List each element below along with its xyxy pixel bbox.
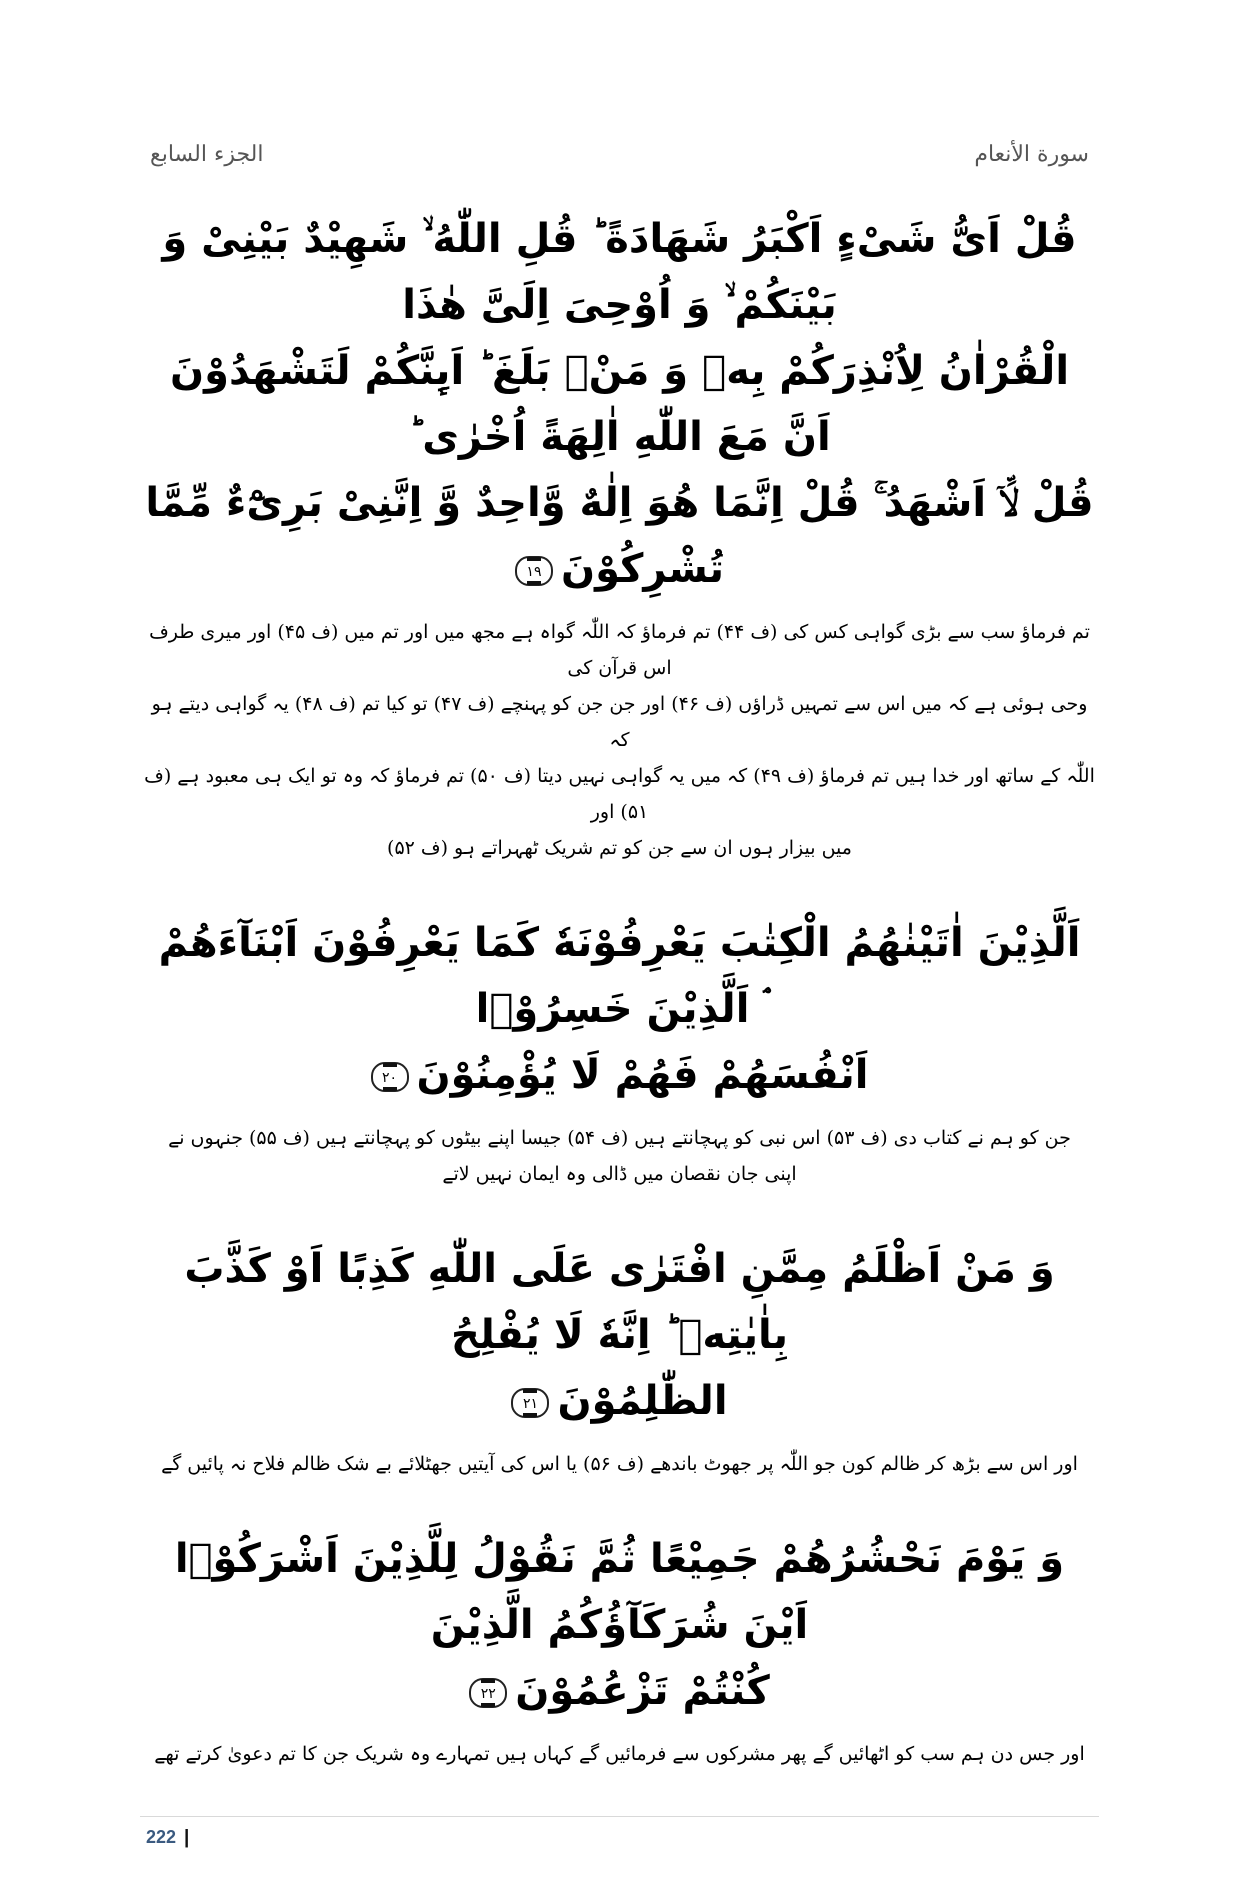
translation-line: وحی ہوئی ہے کہ میں اس سے تمہیں ڈراؤں (ف ۴۶) اور جن جن کو پہنچے (ف ۴۷) تو کیا تم (ف ۴۸) یہ گواہی دیتے ہو کہ: [151, 693, 1088, 751]
ayah-number-marker: ٢٠: [371, 1062, 409, 1092]
arabic-line-with-ayah-end: [140, 1368, 1099, 1434]
translation-line: اور اس سے بڑھ کر ظالم کون جو اللّٰہ پر جھوٹ باندھے (ف ۵۶) یا اس کی آیتیں جھٹلائے بے شک ظالم فلاح نہ پائیں گے: [161, 1453, 1078, 1475]
page-header: [140, 140, 1099, 184]
arabic-line: وَ یَوْمَ نَحْشُرُهُمْ جَمِیْعًا ثُمَّ نَقُوْلُ لِلَّذِیْنَ اَشْرَكُوْۤا اَیْنَ شُرَكَآؤُكُمُ الَّذِیْنَ: [174, 1536, 1065, 1648]
footer-divider: [140, 1816, 1099, 1817]
ayah-block-19: [140, 206, 1099, 866]
arabic-line-with-ayah-end: [140, 1042, 1099, 1108]
translation: [140, 1736, 1099, 1772]
arabic-line: وَ مَنْ اَظْلَمُ مِمَّنِ افْتَرٰى عَلَى اللّٰهِ كَذِبًا اَوْ كَذَّبَ بِاٰیٰتِهٖ ؕ اِنَّهٗ لَا یُفْلِحُ: [184, 1246, 1055, 1358]
arabic-line-with-ayah-end: [140, 470, 1099, 602]
translation-line: تم فرماؤ سب سے بڑی گواہی کس کی (ف ۴۴) تم فرماؤ کہ اللّٰہ گواہ ہے مجھ میں اور تم میں (ف ۴۵) اور میری طرف اس قرآن کی: [149, 621, 1090, 679]
page-number-separator: |: [184, 1827, 190, 1848]
page-number-row: [140, 1825, 1099, 1851]
arabic-line: كُنْتُمْ تَزْعُمُوْنَ: [515, 1668, 770, 1714]
translation: [140, 614, 1099, 866]
translation-line: جن کو ہم نے کتاب دی (ف ۵۳) اس نبی کو پہچانتے ہیں (ف ۵۴) جیسا اپنے بیٹوں کو پہچانتے ہیں (ف ۵۵) جنہوں نے: [168, 1127, 1071, 1149]
ayah-block-20: [140, 910, 1099, 1192]
ayah-block-22: [140, 1526, 1099, 1772]
page-footer: [140, 1816, 1099, 1851]
juz-title-calligraphy: الجزء السابع: [150, 142, 264, 167]
arabic-line: اَلَّذِیْنَ اٰتَیْنٰهُمُ الْكِتٰبَ یَعْرِفُوْنَهٗ كَمَا یَعْرِفُوْنَ اَبْنَآءَهُمْ ۘ اَلَّذِیْنَ خَسِرُوْۤا: [158, 920, 1081, 1032]
arabic-line-with-ayah-end: [140, 1658, 1099, 1724]
ayah-number-marker: ٢٢: [469, 1678, 507, 1708]
arabic-line: قُلْ اَیُّ شَیْءٍ اَكْبَرُ شَهَادَةً ؕ قُلِ اللّٰهُ ۙ شَهِیْدٌ بَیْنِیْ وَ بَیْنَكُمْ ۙ وَ اُوْحِیَ اِلَیَّ هٰذَا: [162, 216, 1077, 328]
ayah-block-21: [140, 1236, 1099, 1482]
translation-line: میں بیزار ہوں ان سے جن کو تم شریک ٹھہراتے ہو (ف ۵۲): [387, 837, 852, 859]
arabic-line: الظّٰلِمُوْنَ: [557, 1378, 728, 1424]
arabic-line: قُلْ لَّاۤ اَشْهَدُ ۚ قُلْ اِنَّمَا هُوَ اِلٰهٌ وَّاحِدٌ وَّ اِنَّنِیْ بَرِیْٓءٌ مِّمَّا تُشْرِكُوْنَ: [145, 480, 1094, 592]
ayah-number-marker: ١٩: [515, 556, 553, 586]
page-content: [140, 206, 1099, 1772]
translation-line: اپنی جان نقصان میں ڈالی وہ ایمان نہیں لاتے: [442, 1163, 797, 1185]
arabic-line: الْقُرْاٰنُ لِاُنْذِرَكُمْ بِهٖ وَ مَنْۢ بَلَغَ ؕ اَىِٕنَّكُمْ لَتَشْهَدُوْنَ اَنَّ مَعَ اللّٰهِ اٰلِهَةً اُخْرٰى ؕ: [169, 348, 1070, 460]
ayah-number-marker: ٢١: [511, 1388, 549, 1418]
translation: [140, 1120, 1099, 1192]
arabic-line: اَنْفُسَهُمْ فَهُمْ لَا یُؤْمِنُوْنَ: [416, 1052, 869, 1098]
translation-line: اللّٰہ کے ساتھ اور خدا ہیں تم فرماؤ (ف ۴۹) کہ میں یہ گواہی نہیں دیتا (ف ۵۰) تم فرماؤ کہ وہ تو ایک ہی معبود ہے (ف ۵۱) اور: [144, 765, 1095, 823]
page-number: 222: [146, 1827, 177, 1847]
translation-line: اور جس دن ہم سب کو اٹھائیں گے پھر مشرکوں سے فرمائیں گے کہاں ہیں تمہارے وہ شریک جن کا تم دعویٰ کرتے تھے: [154, 1743, 1085, 1765]
surah-title-calligraphy: سورة الأنعام: [974, 142, 1089, 167]
translation: [140, 1446, 1099, 1482]
